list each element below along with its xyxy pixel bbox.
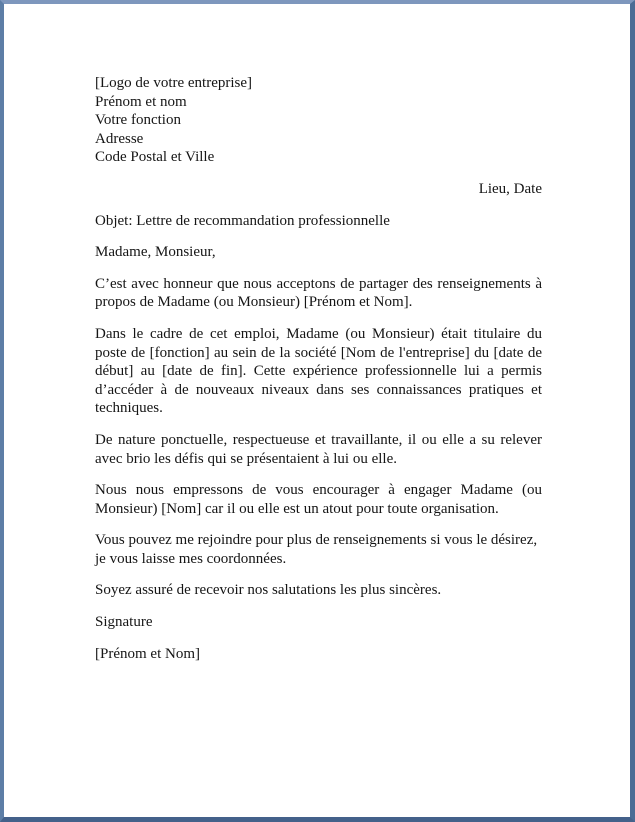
signature-name: [Prénom et Nom] [95,645,200,662]
closing-line: Soyez assuré de recevoir nos salutations les plus sincères. [95,582,442,599]
sender-line-name: Prénom et nom [95,93,187,110]
body-paragraph: Dans le cadre de cet emploi, Madame (ou Monsieur) était titulaire du poste de [fonction] au sein de la société [Nom de l'entreprise] du [date de début] au [date de fin]. Cette expérience professionnelle lui a permis d’accéder à de nouveaux niveaux dans ses connaissances pratiques et techniques. [95,325,542,417]
body-paragraph: De nature ponctuelle, respectueuse et travaillante, il ou elle a su relever avec brio les défis qui se présentaient à lui ou elle. [95,431,542,467]
salutation-line: Madame, Monsieur, [95,244,216,261]
body-paragraph: Nous nous empressons de vous encourager à engager Madame (ou Monsieur) [Nom] car il ou elle est un atout pour toute organisation. [95,482,542,517]
sender-line-logo: [Logo de votre entreprise] [95,75,253,91]
body-paragraph: C’est avec honneur que nous acceptons de partager des renseignements à propos de Madame (ou Monsieur) [Prénom et Nom]. [95,275,542,311]
sender-line-city: Code Postal et Ville [95,149,215,166]
subject-line: Objet: Lettre de recommandation professionnelle [95,212,390,229]
sender-line-role: Votre fonction [95,112,181,129]
sender-line-address: Adresse [95,130,144,147]
place-date-line: Lieu, Date [478,180,542,197]
signature-label: Signature [95,614,153,631]
sender-block [95,74,542,167]
body-paragraph: Vous pouvez me rejoindre pour plus de renseignements si vous le désirez, je vous laisse mes coordonnées. [95,532,538,567]
letter-content [95,74,542,663]
